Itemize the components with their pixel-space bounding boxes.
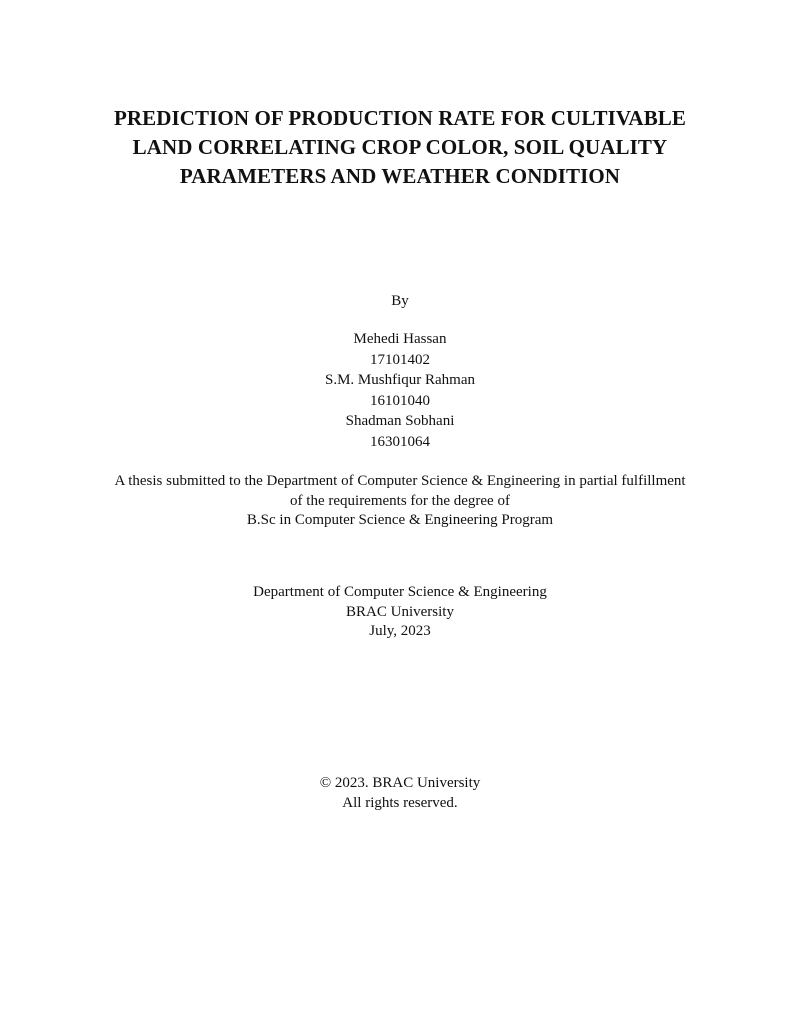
university-name: BRAC University [346,603,454,620]
statement-line: B.Sc in Computer Science & Engineering Program [246,512,554,528]
by-label: By [391,293,409,309]
author-list [0,329,800,452]
author-id: 17101402 [370,351,430,368]
statement-line: A thesis submitted to the Department of Computer Science & Engineering in partial fulfillment [114,473,686,489]
institution-block [0,583,800,642]
author-id: 16301064 [370,433,430,450]
title-line: PARAMETERS AND WEATHER CONDITION [179,164,621,188]
author-id: 16101040 [370,392,430,409]
title-line: LAND CORRELATING CROP COLOR, SOIL QUALITY [132,135,668,159]
statement-line: of the requirements for the degree of [290,492,510,509]
thesis-statement [0,472,800,531]
title-line: PREDICTION OF PRODUCTION RATE FOR CULTIVABLE [113,106,687,130]
thesis-title [0,104,800,191]
copyright-block [0,774,800,813]
author-name: S.M. Mushfiqur Rahman [325,372,475,388]
submission-date: July, 2023 [369,623,431,639]
author-name: Shadman Sobhani [345,413,455,429]
author-name: Mehedi Hassan [353,331,447,347]
rights-notice: All rights reserved. [342,794,458,811]
copyright-notice: © 2023. BRAC University [319,775,481,791]
department-name: Department of Computer Science & Engineering [253,584,547,600]
